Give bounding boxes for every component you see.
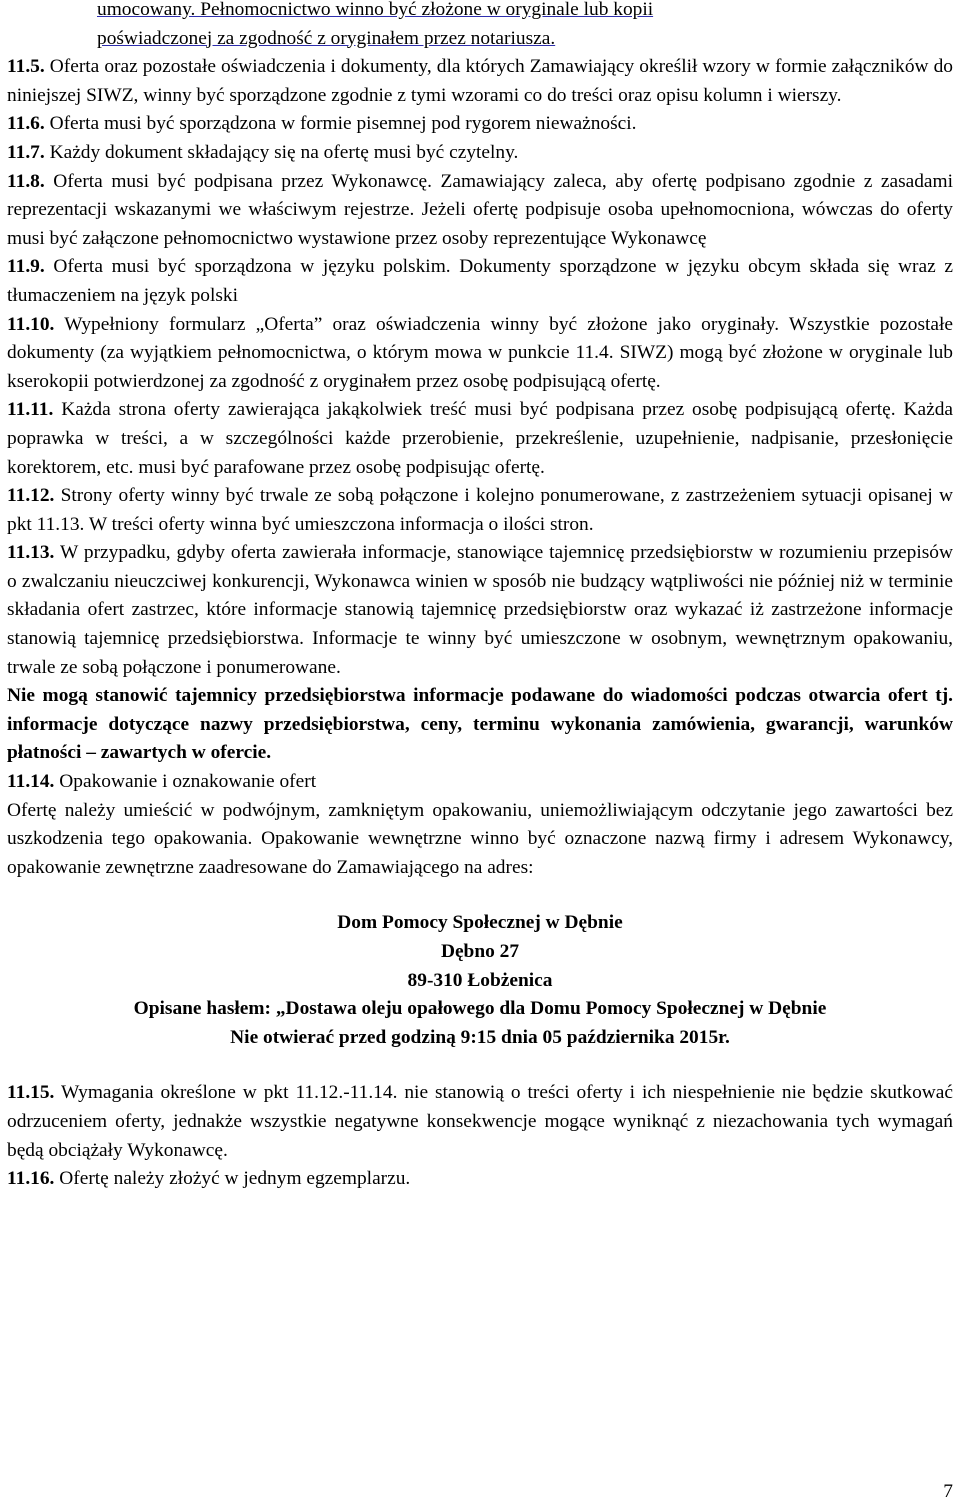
- section-number: 11.13.: [7, 542, 55, 564]
- section-title: Opakowanie i oznakowanie ofert: [59, 771, 317, 793]
- section-text: Każdy dokument składający się na ofertę musi być czytelny.: [49, 141, 519, 163]
- top-fragment-line2-wrap: [7, 28, 555, 49]
- section-11-6: [7, 110, 953, 139]
- section-number: 11.12.: [7, 485, 55, 507]
- section-text: Oferta musi być podpisana przez Wykonawcę. Zamawiający zaleca, aby ofertę podpisano zgodnie z zasadami reprezentacji wskazanymi we właściwym rejestrze. Jeżeli ofertę podpisuje osoba upełnomocniona, wówczas do oferty musi być załączone pełnomocnictwo wystawione przez osoby reprezentujące Wykonawcę: [7, 170, 953, 249]
- section-11-7: [7, 139, 953, 168]
- section-11-16: [7, 1165, 953, 1194]
- section-text: Wypełniony formularz „Oferta” oraz oświadczenia winny być złożone jako oryginały. Wszystkie pozostałe dokumenty (za wyjątkiem pełnomocnictwa, o którym mowa w punkcie 11.4. SIWZ) mogą być złożone w oryginale lub kserokopii potwierdzonej za zgodność z oryginałem przez osobę podpisującą ofertę.: [7, 313, 953, 392]
- section-text: Wymagania określone w pkt 11.12.-11.14. nie stanowią o treści oferty i ich niespełnienie nie będzie skutkować odrzuceniem oferty, jednakże wszystkie negatywne konsekwencje mogące wyniknąć z niezachowania tych wymagań będą obciążały Wykonawcę.: [7, 1082, 953, 1161]
- address-city: 89-310 Łobżenica: [407, 969, 553, 991]
- section-11-11: [7, 396, 953, 482]
- page-number: 7: [943, 1481, 953, 1502]
- section-11-8: [7, 168, 953, 254]
- section-11-15: [7, 1079, 953, 1165]
- section-number: 11.14.: [7, 771, 55, 793]
- section-11-13: [7, 539, 953, 682]
- address-name: Dom Pomocy Społecznej w Dębnie: [337, 912, 623, 934]
- section-number: 11.7.: [7, 141, 45, 163]
- section-11-12: [7, 482, 953, 539]
- section-11-14-text: Ofertę należy umieścić w podwójnym, zamkniętym opakowaniu, uniemożliwiającym odczytanie jego zawartości bez uszkodzenia tego opakowania. Opakowanie wewnętrzne winno być oznaczone nazwą firmy i adresem Wykonawcy, opakowanie zewnętrzne zaadresowane do Zamawiającego na adres:: [7, 799, 953, 878]
- section-text: Każda strona oferty zawierająca jakąkolwiek treść musi być podpisana przez osobę podpisującą ofertę. Każda poprawka w treści, a w szczególności każde przerobienie, przekreślenie, uzupełnienie, nadpisanie, przesłonięcie korektorem, etc. musi być parafowane przez osobę podpisując ofertę.: [7, 399, 953, 478]
- section-number: 11.5.: [7, 56, 45, 78]
- section-number: 11.11.: [7, 399, 54, 421]
- section-text: Strony oferty winny być trwale ze sobą połączone i kolejno ponumerowane, z zastrzeżeniem sytuacji opisanej w pkt 11.13. W treści oferty winna być umieszczona informacja o ilości stron.: [7, 485, 953, 535]
- section-number: 11.9.: [7, 256, 45, 278]
- top-fragment-line1: umocowany. Pełnomocnictwo winno być złożone w oryginale lub kopii: [97, 0, 654, 20]
- section-number: 11.6.: [7, 113, 45, 135]
- section-text: Oferta oraz pozostałe oświadczenia i dokumenty, dla których Zamawiający określił wzory w formie załączników do niniejszej SIWZ, winny być sporządzone zgodnie z tymi wzorami co do treści oraz opisu kolumn i wierszy.: [7, 56, 953, 106]
- address-street: Dębno 27: [440, 941, 520, 962]
- section-11-5: [7, 53, 953, 110]
- section-text: Oferta musi być sporządzona w formie pisemnej pod rygorem nieważności.: [49, 113, 637, 135]
- section-number: 11.15.: [7, 1082, 55, 1104]
- section-number: 11.16.: [7, 1168, 55, 1190]
- section-text: Oferta musi być sporządzona w języku polskim. Dokumenty sporządzone w języku obcym składa się wraz z tłumaczeniem na język polski: [7, 256, 953, 306]
- section-text: Ofertę należy złożyć w jednym egzemplarzu.: [59, 1168, 411, 1190]
- section-number: 11.8.: [7, 170, 45, 192]
- spacer: [7, 1052, 953, 1079]
- section-11-9: [7, 253, 953, 310]
- section-11-14-heading: [7, 768, 953, 797]
- document-page: [7, 0, 953, 1194]
- bold-note: Nie mogą stanowić tajemnicy przedsiębiorstwa informacje podawane do wiadomości podczas otwarcia ofert tj. informacje dotyczące nazwy przedsiębiorstwa, ceny, terminu wykonania zamówienia, gwarancji, warunków płatności – zawartych w ofercie.: [7, 685, 953, 764]
- top-fragment: [7, 0, 953, 53]
- section-11-10: [7, 311, 953, 397]
- section-number: 11.10.: [7, 313, 55, 335]
- address-notice: Nie otwierać przed godziną 9:15 dnia 05 października 2015r.: [230, 1026, 730, 1048]
- section-text: W przypadku, gdyby oferta zawierała informacje, stanowiące tajemnicę przedsiębiorstw w rozumieniu przepisów o zwalczaniu nieuczciwej konkurencji, Wykonawca winien w sposób nie budzący wątpliwości nie później niż w terminie składania ofert zastrzec, które informacje stanowią tajemnicę przedsiębiorstw oraz wykazać iż zastrzeżone informacje stanowią tajemnicę przedsiębiorstwa. Informacje te winny być umieszczone w osobnym, wewnętrznym opakowaniu, trwale ze sobą połączone i ponumerowane.: [7, 542, 953, 678]
- address-label: Opisane hasłem: „Dostawa oleju opałowego dla Domu Pomocy Społecznej w Dębnie: [133, 998, 827, 1020]
- address-block: [7, 909, 953, 1052]
- top-fragment-line2: poświadczonej za zgodność z oryginałem przez notariusza.: [97, 27, 556, 49]
